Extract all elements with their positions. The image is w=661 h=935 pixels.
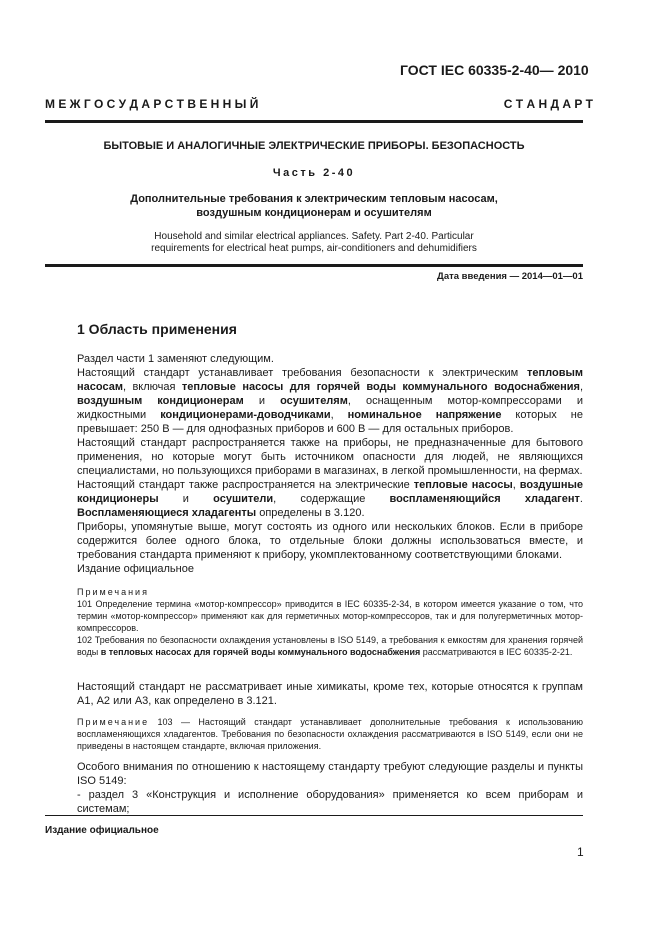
paragraph: Приборы, упомянутые выше, могут состоять из одного или нескольких блоков. Если в приборе содержится более одного блока, то отдельные блоки должны использоваться вместе, и требования стандарта применяют к прибору, укомплектованному соответствующими блоками. [77, 521, 583, 561]
title-rule [45, 264, 583, 267]
part-number: Часть 2-40 [272, 167, 356, 179]
notes-block [77, 586, 583, 658]
subtitle-line-2: воздушным кондиционерам и осушителям [196, 207, 432, 219]
english-title [45, 231, 583, 255]
english-title-line-2: requirements for electrical heat pumps, air-conditioners and dehumidifiers [151, 243, 477, 254]
subtitle-line-1: Дополнительные требования к электрическим тепловым насосам, [130, 193, 498, 205]
interstate-standard-banner [45, 97, 593, 111]
introduction-date: Дата введения — 2014—01—01 [437, 271, 583, 282]
banner-right: С Т А Н Д А Р Т [503, 97, 593, 111]
standard-id: ГОСТ IEC 60335-2-40— 2010 [400, 62, 589, 78]
top-rule [45, 120, 583, 123]
document-title: БЫТОВЫЕ И АНАЛОГИЧНЫЕ ЭЛЕКТРИЧЕСКИЕ ПРИБОРЫ. БЕЗОПАСНОСТЬ [103, 140, 525, 152]
paragraph: Настоящий стандарт распространяется также на приборы, не предназначенные для бытового применения, но которые могут быть источником опасности для людей, не являющихся специалистами, но пользующихся приборами в магазинах, в легкой промышленности, на фермах. [77, 437, 583, 477]
paragraph: Раздел части 1 заменяют следующим. [77, 353, 274, 365]
document-subtitle [45, 192, 583, 220]
note-101: 101 Определение термина «мотор-компрессор» приводится в IEC 60335-2-34, в котором имеется указание о том, что термин «мотор-компрессор» применяют как для герметичных мотор-компрессоров, так и для полугерметичных мотор-компрессоров. [77, 599, 583, 633]
list-item: - раздел 3 «Конструкция и исполнение оборудования» применяется ко всем приборам и системам; [77, 789, 583, 815]
paragraph: Особого внимания по отношению к настоящему стандарту требуют следующие разделы и пункты ISO 5149: [77, 761, 583, 787]
notes-heading: Примечания [77, 587, 149, 597]
banner-left: М Е Ж Г О С У Д А Р С Т В Е Н Н Ы Й [45, 97, 259, 111]
section-body [77, 352, 583, 576]
page-number: 1 [577, 845, 584, 859]
section-heading: 1 Область применения [77, 321, 237, 337]
paragraph-flammable: Настоящий стандарт также распространяется на электрические тепловые насосы, воздушные кондиционеры и осушители, содержащие воспламеняющийся хладагент. Воспламеняющиеся хладагенты определены в 3.120. [77, 479, 583, 519]
note-103: Примечание 103 — Настоящий стандарт устанавливает дополнительные требования к использованию воспламеняющихся хладагентов. Требования по безопасности охлаждения рассматриваются в ISO 5149, если они не приведены в настоящем стандарте, включая приложения. [77, 717, 583, 751]
iso-5149-block [77, 760, 583, 816]
footer-edition-label: Издание официальное [45, 825, 159, 836]
footer-rule [45, 815, 583, 816]
paragraph-chemicals: Настоящий стандарт не рассматривает иные химикаты, кроме тех, которые относятся к группам А1, А2 или А3, как определено в 3.121. [77, 681, 583, 707]
note-102: 102 Требования по безопасности охлаждения установлены в ISO 5149, а требования к емкостям для хранения горячей воды в тепловых насосах для горячей воды коммунального водоснабжения рассматриваются в IEC 60335-2-21. [77, 635, 583, 657]
english-title-line-1: Household and similar electrical appliances. Safety. Part 2-40. Particular [154, 231, 474, 242]
paragraph-edition: Издание официальное [77, 563, 194, 575]
paragraph-scope: Настоящий стандарт устанавливает требования безопасности к электрическим тепловым насосам, включая тепловые насосы для горячей воды коммунального водоснабжения, воздушным кондиционерам и осушителям, оснащенным мотор-компрессорами и жидкостными кондиционерами-доводчиками, номинальное напряжение которых не превышает: 250 В — для однофазных приборов и 600 В — для остальных приборов. [77, 367, 584, 435]
